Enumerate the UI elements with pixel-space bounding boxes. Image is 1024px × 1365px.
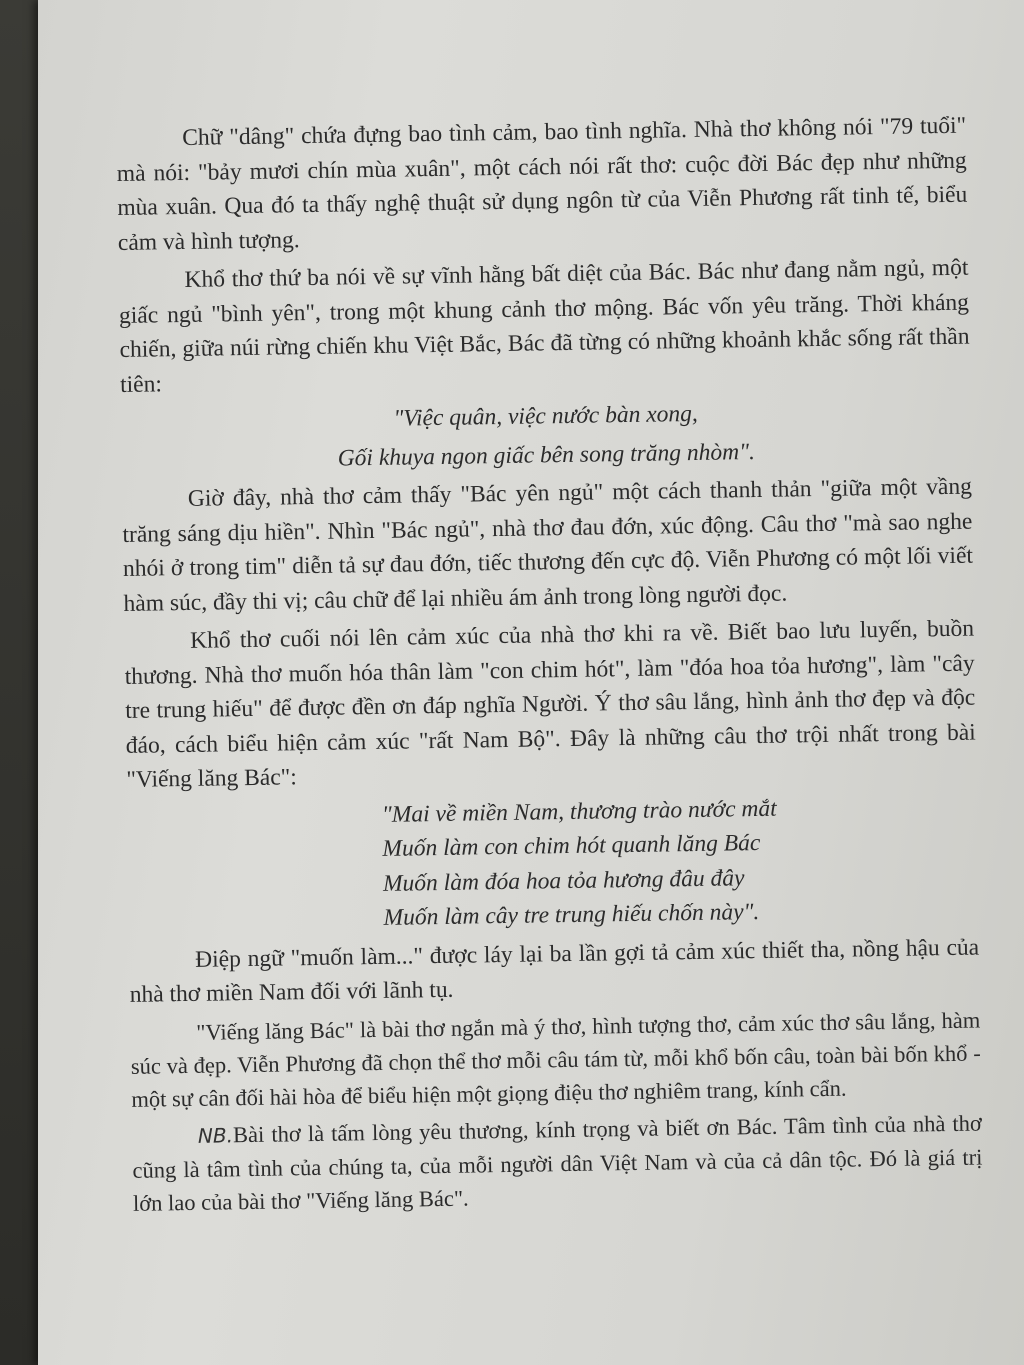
verse-1-line-1: "Việc quân, việc nước bàn xong,	[393, 400, 699, 432]
paragraph-5: Điệp ngữ "muốn làm..." được láy lại ba lần gợi tả cảm xúc thiết tha, nồng hậu của nhà thơ miền Nam đối với lãnh tụ.	[129, 934, 980, 1008]
verse-2-line-3: Muốn làm đóa hoa tỏa hương đâu đây	[382, 864, 745, 897]
paragraph-3: Giờ đây, nhà thơ cảm thấy "Bác yên ngủ" một cách thanh thản "giữa một vầng trăng sáng dịu hiền". Nhìn "Bác ngủ", nhà thơ đau đớn, xúc động. Câu thơ "mà sao nghe nhói ở trong tim" diễn tả sự đau đớn, tiếc thương đến cực độ. Viễn Phương có một lối viết hàm súc, đầy thi vị; câu chữ để lại nhiều ám ảnh trong lòng người đọc.	[122, 473, 974, 617]
verse-2-line-4: Muốn làm cây tre trung hiếu chốn này".	[383, 898, 760, 931]
final-paragraph-text: Bài thơ là tấm lòng yêu thương, kính trọng và biết ơn Bác. Tâm tình của nhà thơ cũng là tâm tình của chúng ta, của mỗi người dân Việt Nam và của cả dân tộc. Đó là giá trị lớn lao của bài thơ "Viếng lăng Bác".	[132, 1110, 983, 1216]
book-page	[38, 0, 1024, 1365]
paragraph-2: Khổ thơ thứ ba nói về sự vĩnh hằng bất diệt của Bác. Bác như đang nằm ngủ, một giấc ngủ "bình yên", trong một khung cảnh thơ mộng. Bác vốn yêu trăng. Thời kháng chiến, giữa núi rừng chiến khu Việt Bắc, Bác đã từng có những khoảnh khắc sống rất thần tiên:	[118, 254, 970, 398]
verse-1-line-2: Gối khuya ngon giấc bên song trăng nhòm".	[337, 438, 756, 472]
verse-2-line-1: "Mai về miền Nam, thương trào nước mắt	[381, 795, 777, 828]
paragraph-7	[132, 1106, 983, 1219]
page-text	[116, 109, 983, 1224]
paragraph-6: "Viếng lăng Bác" là bài thơ ngắn mà ý thơ, hình tượng thơ, cảm xúc thơ sâu lắng, hàm súc và đẹp. Viễn Phương đã chọn thể thơ mỗi câu tám từ, mỗi khổ bốn câu, toàn bài bốn khổ - một sự cân đối hài hòa để biểu hiện một giọng điệu thơ nghiêm trang, kính cẩn.	[130, 1007, 981, 1112]
verse-2	[382, 788, 979, 935]
verse-2-line-2: Muốn làm con chim hót quanh lăng Bác	[382, 829, 761, 862]
paragraph-4: Khổ thơ cuối nói lên cảm xúc của nhà thơ khi ra về. Biết bao lưu luyến, buồn thương. Nhà thơ muốn hóa thân làm "con chim hót", làm "đóa hoa tỏa hương", làm "cây tre trung hiếu" để được đền ơn đáp nghĩa Người. Ý thơ sâu lắng, hình ảnh thơ đẹp và độc đáo, cách biểu hiện cảm xúc "rất Nam Bộ". Đây là những câu thơ trội nhất trong bài "Viếng lăng Bác":	[124, 615, 976, 793]
paragraph-1: Chữ "dâng" chứa đựng bao tình cảm, bao tình nghĩa. Nhà thơ không nói "79 tuổi" mà nói: "bảy mươi chín mùa xuân", một cách nói rất thơ: cuộc đời Bác đẹp như những mùa xuân. Qua đó ta thấy nghệ thuật sử dụng ngôn từ của Viễn Phương rất tinh tế, biểu cảm và hình tượng.	[116, 112, 968, 256]
handwritten-note: NB.	[197, 1122, 234, 1148]
